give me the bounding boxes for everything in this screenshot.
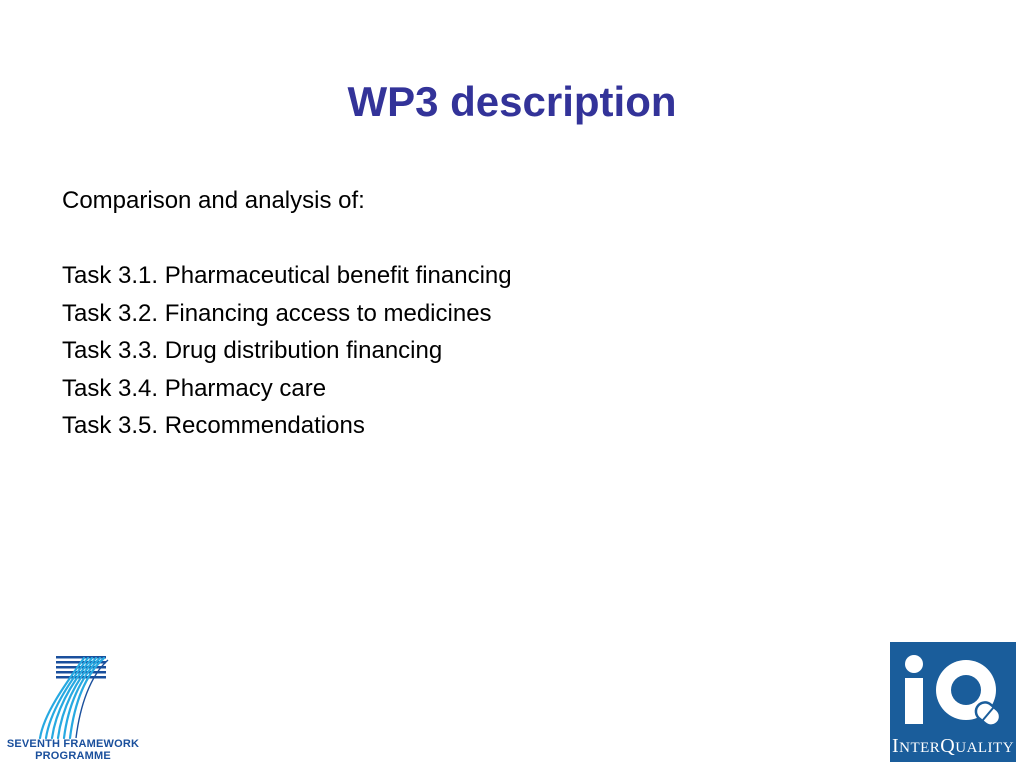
fp7-caption <box>0 738 146 762</box>
interquality-logo <box>890 642 1016 762</box>
spacer <box>62 220 862 258</box>
fp7-caption-line1: SEVENTH FRAMEWORK <box>6 738 140 750</box>
iq-text-uality: UALITY <box>955 740 1015 756</box>
task-item: Task 3.4. Pharmacy care <box>62 374 327 402</box>
fp7-logo <box>0 652 146 768</box>
iq-letter-i: I <box>891 735 900 757</box>
iq-mark-icon <box>890 642 1016 734</box>
task-item: Task 3.3. Drug distribution financing <box>62 337 443 364</box>
task-item: Task 3.5. Recommendations <box>62 412 365 439</box>
fp7-caption-line2: PROGRAMME <box>35 750 111 762</box>
iq-text-nter: NTER <box>899 740 941 756</box>
interquality-wordmark <box>890 735 1016 758</box>
slide-title: WP3 description <box>347 78 677 125</box>
task-item: Task 3.2. Financing access to medicines <box>62 299 492 327</box>
task-item: Task 3.1. Pharmaceutical benefit financing <box>62 262 512 289</box>
slide-body <box>62 182 862 445</box>
fp7-seven-icon <box>34 656 114 740</box>
iq-letter-q: Q <box>940 735 956 757</box>
intro-text: Comparison and analysis of: <box>62 187 365 214</box>
